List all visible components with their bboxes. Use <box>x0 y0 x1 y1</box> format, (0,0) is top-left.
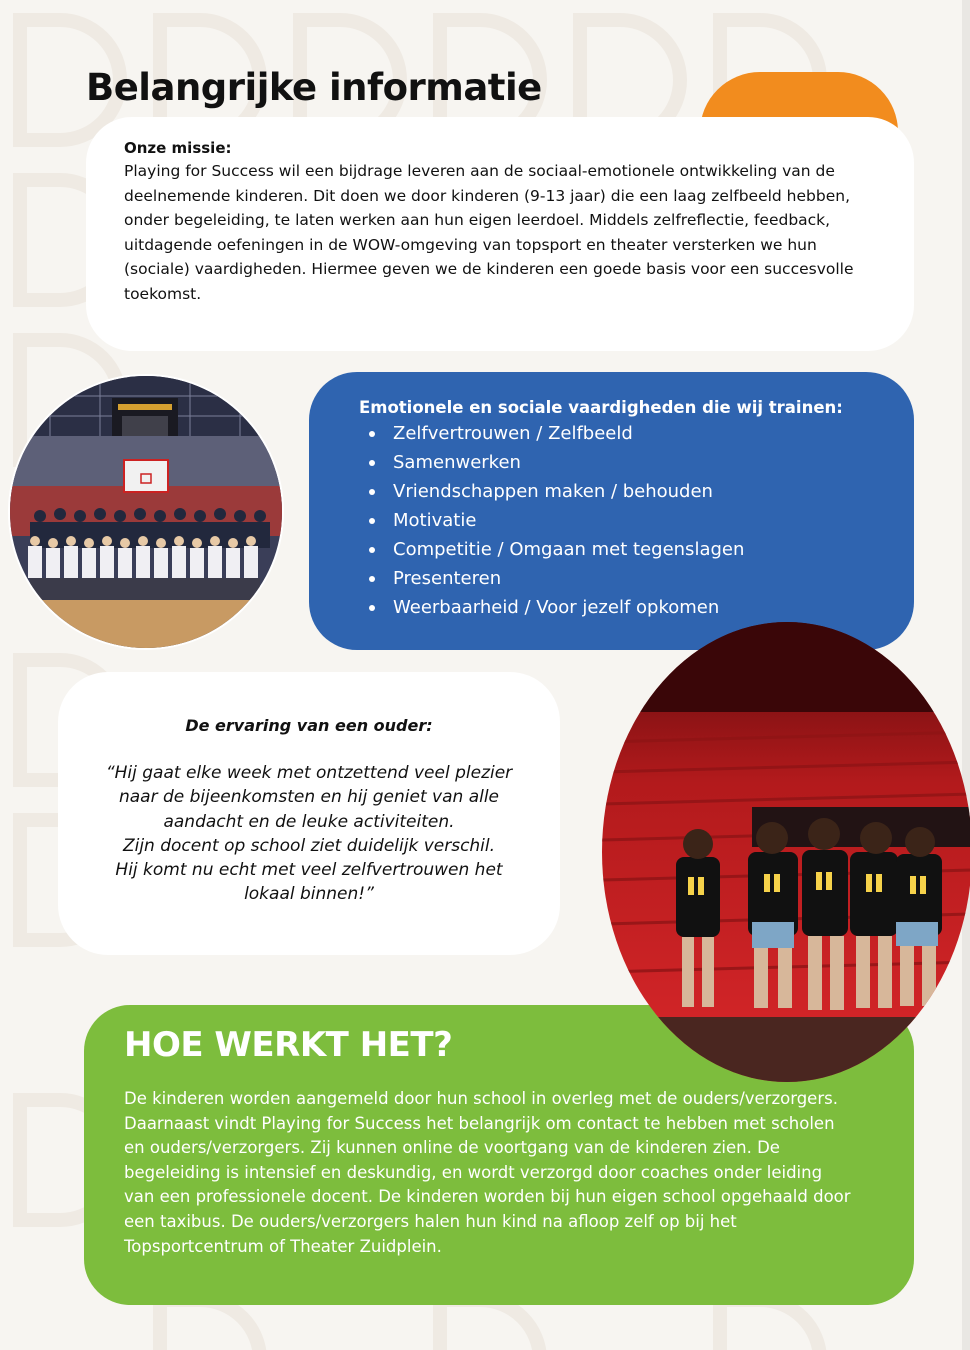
theater-children-photo <box>602 622 970 1082</box>
skill-item: Zelfvertrouwen / Zelfbeeld <box>369 419 894 448</box>
skill-item: Presenteren <box>369 564 894 593</box>
skill-item: Samenwerken <box>369 448 894 477</box>
mission-card <box>86 117 914 351</box>
how-text: De kinderen worden aangemeld door hun school in overleg met de ouders/verzorgers. Daarnaast vindt Playing for Success het belangrijk om contact te hebben met scholen en ouders/verzorgers. Zij kunnen online de voortgang van de kinderen zien. De begeleiding is intensief en deskundig, en wordt verzorgd door coaches onder leiding van een professionele docent. De kinderen worden bij hun eigen school opgehaald door een taxibus. De ouders/verzorgers halen hun kind na afloop zelf op bij het Topsportcentrum of Theater Zuidplein. <box>124 1089 851 1256</box>
skills-title: Emotionele en sociale vaardigheden die wij trainen: <box>359 398 843 417</box>
skills-card <box>309 372 914 650</box>
quote-line: “Hij gaat elke week met ontzettend veel plezier <box>105 763 513 783</box>
quote-line: lokaal binnen!” <box>244 884 374 905</box>
sports-hall-group-photo <box>8 374 284 650</box>
parent-quote-card <box>58 672 560 955</box>
quote-line: Zijn docent op school ziet duidelijk verschil. <box>122 835 496 856</box>
skill-item: Weerbaarheid / Voor jezelf opkomen <box>369 593 894 622</box>
mission-text: Playing for Success wil een bijdrage leveren aan de sociaal-emotionele ontwikkeling van de deelnemende kinderen. Dit doen we door kinderen (9-13 jaar) die een laag zelfbeeld hebben, onder begeleiding, te laten werken aan hun eigen leerdoel. Middels zelfreflectie, feedback, uitdagende oefeningen in de WOW-omgeving van topsport en theater versterken we hun (sociale) vaardigheden. Hiermee geven we de kinderen een goede basis voor een succesvolle toekomst. <box>124 162 854 303</box>
quote-title: De ervaring van een ouder: <box>185 716 433 735</box>
quote-text <box>76 761 542 907</box>
page-edge <box>962 0 970 1350</box>
skill-item: Vriendschappen maken / behouden <box>369 477 894 506</box>
quote-line: Hij komt nu echt met veel zelfvertrouwen het <box>115 860 503 881</box>
skill-item: Competitie / Omgaan met tegenslagen <box>369 535 894 564</box>
skill-item: Motivatie <box>369 506 894 535</box>
quote-line: aandacht en de leuke activiteiten. <box>163 811 455 832</box>
skills-list <box>359 419 894 622</box>
how-title: HOE WERKT HET? <box>124 1025 453 1065</box>
mission-title: Onze missie: <box>124 139 232 157</box>
quote-line: naar de bijeenkomsten en hij geniet van alle <box>118 787 500 808</box>
page-title: Belangrijke informatie <box>86 66 542 109</box>
